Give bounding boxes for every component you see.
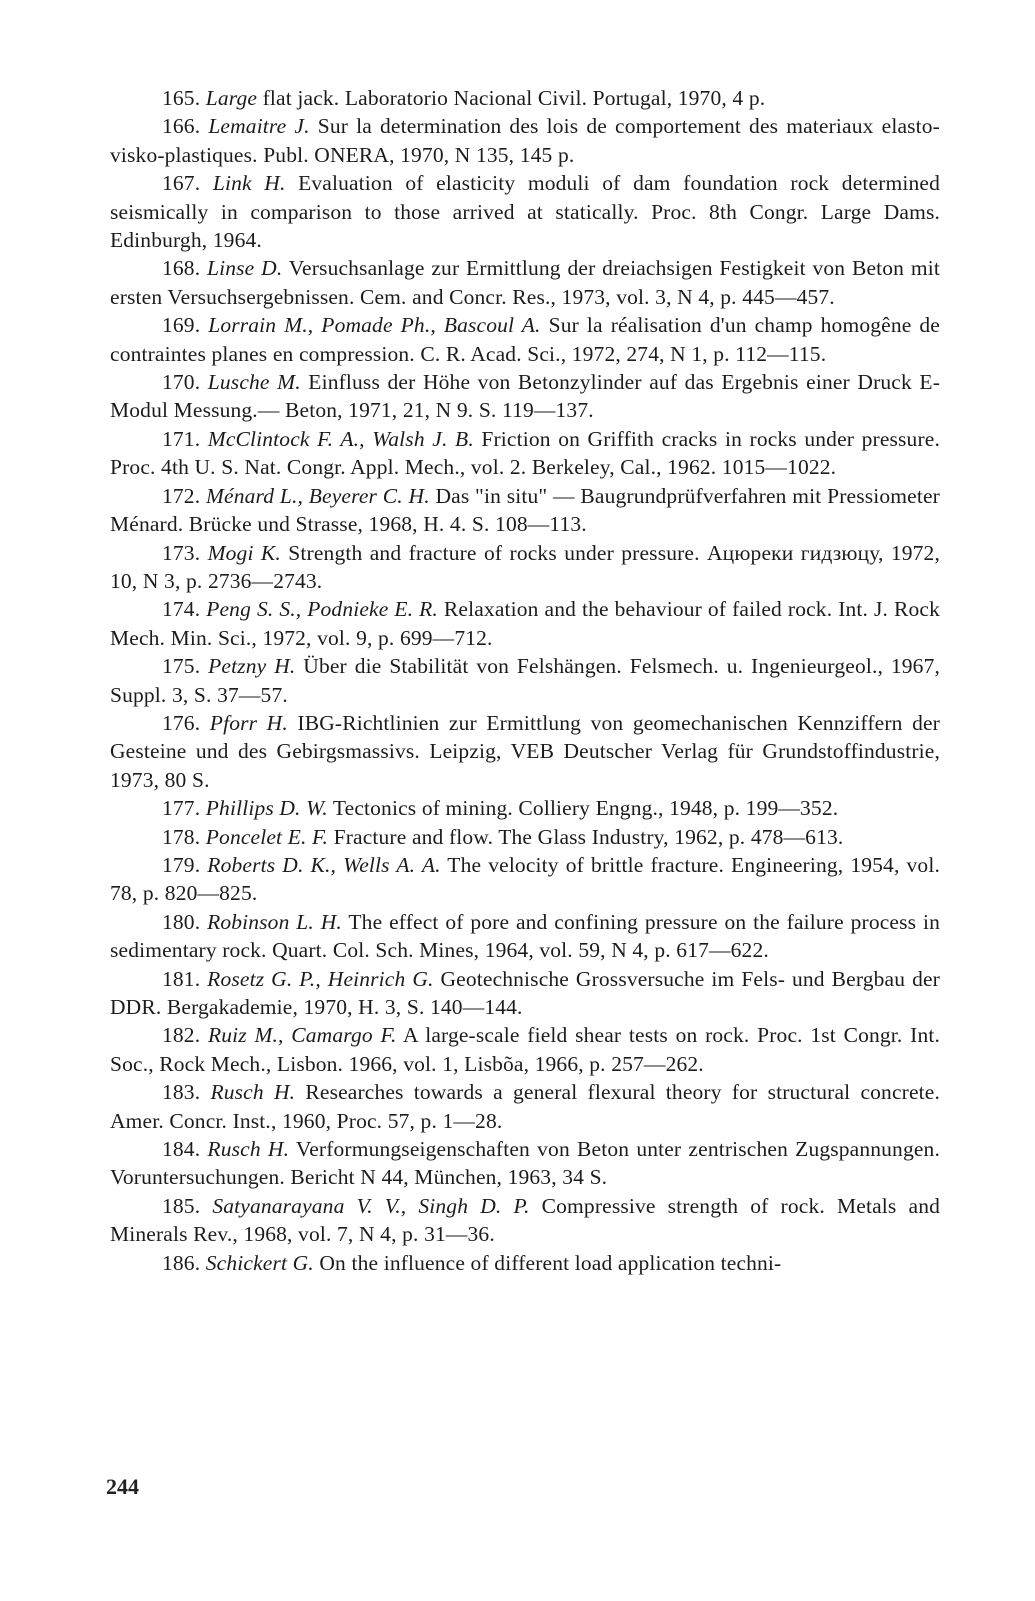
reference-text: Über die Stabilität von Felshängen. Felsmech. u. Ingenieurgeol., 1967, Suppl. 3, S. 37—57.	[110, 654, 941, 707]
reference-authors: Pforr H.	[209, 710, 288, 735]
reference-number: 177.	[162, 796, 201, 821]
reference-text: Friction on Griffith cracks in rocks under pressure. Proc. 4th U. S. Nat. Congr. Appl. Mech., vol. 2. Berkeley, Cal., 1962. 1015—1022.	[110, 426, 940, 480]
reference-number: 182.	[162, 1023, 201, 1048]
reference-authors: Lorrain M., Pomade Ph., Bascoul A.	[208, 313, 541, 338]
page-number: 244	[106, 1474, 139, 1499]
reference-entry	[110, 254, 940, 311]
reference-entry	[110, 908, 940, 965]
reference-number: 186.	[162, 1250, 201, 1275]
reference-number: 176.	[162, 710, 201, 735]
reference-authors: Robinson L. H.	[207, 909, 342, 934]
reference-number: 172.	[162, 483, 201, 508]
reference-authors: Lusche M.	[207, 370, 301, 395]
reference-text: Tectonics of mining. Colliery Engng., 1948, p. 199—352.	[327, 796, 839, 821]
reference-text: IBG-Richtlinien zur Ermittlung von geomechanischen Kennziffern der Gesteine und des Gebirgsmassivs. Leipzig, VEB Deutscher Verlag für Grundstoffindustrie, 1973, 80 S.	[110, 710, 940, 792]
reference-number: 165.	[162, 86, 201, 110]
reference-authors: Petzny H.	[208, 654, 296, 679]
reference-authors: Satyanarayana V. V., Singh D. P.	[212, 1193, 530, 1218]
reference-text: Geotechnische Grossversuche im Fels- und Bergbau der DDR. Bergakademie, 1970, H. 3, S. 140—144.	[110, 966, 940, 1019]
reference-authors: Peng S. S., Podnieke E. R.	[206, 597, 438, 622]
reference-text: The velocity of brittle fracture. Engineering, 1954, vol. 78, p. 820—825.	[110, 852, 940, 906]
reference-number: 184.	[162, 1137, 201, 1162]
reference-text: flat jack. Laboratorio Nacional Civil. Portugal, 1970, 4 p.	[257, 86, 766, 110]
reference-entry	[110, 311, 940, 368]
reference-authors: Linse D.	[207, 256, 283, 281]
reference-number: 174.	[162, 597, 201, 622]
reference-entry	[110, 851, 940, 908]
reference-authors: McClintock F. A., Walsh J. B.	[207, 426, 474, 451]
reference-entry	[110, 425, 940, 482]
reference-authors: Rusch H.	[207, 1137, 290, 1162]
reference-number: 168.	[162, 256, 201, 281]
reference-entry	[110, 169, 940, 254]
reference-list	[110, 84, 940, 1277]
reference-number: 175.	[162, 654, 201, 679]
reference-authors: Roberts D. K., Wells A. A.	[207, 852, 441, 877]
reference-authors: Ménard L., Beyerer C. H.	[205, 483, 430, 508]
reference-authors: Mogi K.	[207, 540, 281, 565]
reference-number: 171.	[162, 426, 201, 451]
reference-text: Versuchsanlage zur Ermittlung der dreiachsigen Festigkeit von Beton mit ersten Versuchsergebnissen. Cem. and Concr. Res., 1973, vol. 3, N 4, p. 445—457.	[110, 256, 940, 309]
reference-authors: Poncelet E. F.	[205, 824, 329, 849]
reference-entry	[110, 595, 940, 652]
reference-text: Compressive strength of rock. Metals and Minerals Rev., 1968, vol. 7, N 4, p. 31—36.	[110, 1193, 940, 1247]
reference-text: Sur la réalisation d'un champ homogêne de contraintes planes en compression. C. R. Acad. Sci., 1972, 274, N 1, p. 112—115.	[110, 313, 940, 366]
reference-number: 167.	[162, 171, 201, 196]
reference-entry	[110, 1021, 940, 1078]
reference-number: 173.	[162, 540, 201, 565]
reference-text: Relaxation and the behaviour of failed rock. Int. J. Rock Mech. Min. Sci., 1972, vol. 9, p. 699—712.	[110, 597, 941, 650]
reference-entry	[110, 965, 940, 1022]
reference-number: 170.	[162, 370, 201, 395]
reference-entry	[110, 1135, 940, 1192]
reference-text: Sur la determination des lois de comportement des materiaux elasto-visko-plastiques. Publ. ONERA, 1970, N 135, 145 p.	[110, 114, 940, 167]
reference-authors: Schickert G.	[205, 1250, 314, 1275]
reference-entry	[110, 1078, 940, 1135]
reference-text: On the influence of different load application techni-	[313, 1250, 782, 1275]
reference-entry	[110, 1249, 940, 1277]
reference-text: Evaluation of elasticity moduli of dam foundation rock determined seismically in comparison to those arrived at statically. Proc. 8th Congr. Large Dams. Edinburgh, 1964.	[110, 171, 941, 253]
reference-entry	[110, 482, 940, 539]
reference-authors: Large	[205, 86, 258, 110]
reference-number: 179.	[162, 852, 201, 877]
reference-entry	[110, 112, 940, 169]
reference-entry	[110, 84, 940, 112]
reference-authors: Phillips D. W.	[205, 796, 328, 821]
reference-text: Strength and fracture of rocks under pressure. Ацюреки гидзюцу, 1972, 10, N 3, p. 2736—2743.	[110, 540, 940, 593]
reference-text: Das "in situ" — Baugrundprüfverfahren mit Pressiometer Ménard. Brücke und Strasse, 1968, H. 4. S. 108—113.	[110, 483, 940, 537]
reference-number: 169.	[162, 313, 201, 338]
reference-number: 185.	[162, 1193, 201, 1218]
reference-entry	[110, 368, 940, 425]
reference-entry	[110, 539, 940, 596]
reference-authors: Rusch H.	[210, 1080, 296, 1105]
reference-number: 181.	[162, 966, 201, 991]
reference-authors: Link H.	[212, 171, 286, 196]
reference-text: Verformungseigenschaften von Beton unter zentrischen Zugspannungen. Voruntersuchungen. Bericht N 44, München, 1963, 34 S.	[110, 1137, 940, 1190]
reference-text: The effect of pore and confining pressure on the failure process in sedimentary rock. Quart. Col. Sch. Mines, 1964, vol. 59, N 4, p. 617—622.	[110, 909, 940, 963]
reference-text: Einfluss der Höhe von Betonzylinder auf das Ergebnis einer Druck E-Modul Messung.— Beton, 1971, 21, N 9. S. 119—137.	[110, 370, 941, 423]
reference-entry	[110, 1192, 940, 1249]
reference-entry	[110, 652, 940, 709]
reference-text: Fracture and flow. The Glass Industry, 1962, p. 478—613.	[328, 824, 844, 849]
reference-authors: Lemaitre J.	[208, 114, 310, 139]
reference-number: 166.	[162, 114, 201, 139]
reference-text: A large-scale field shear tests on rock. Proc. 1st Congr. Int. Soc., Rock Mech., Lisbon. 1966, vol. 1, Lisbõa, 1966, p. 257—262.	[110, 1023, 940, 1076]
reference-entry	[110, 823, 940, 851]
reference-authors: Rosetz G. P., Heinrich G.	[207, 966, 434, 991]
reference-entry	[110, 709, 940, 794]
reference-entry	[110, 794, 940, 822]
reference-number: 183.	[162, 1080, 201, 1105]
reference-number: 178.	[162, 824, 201, 849]
reference-authors: Ruiz M., Camargo F.	[207, 1023, 397, 1048]
reference-number: 180.	[162, 909, 201, 934]
reference-text: Researches towards a general flexural theory for structural concrete. Amer. Concr. Inst., 1960, Proc. 57, p. 1—28.	[110, 1080, 940, 1133]
